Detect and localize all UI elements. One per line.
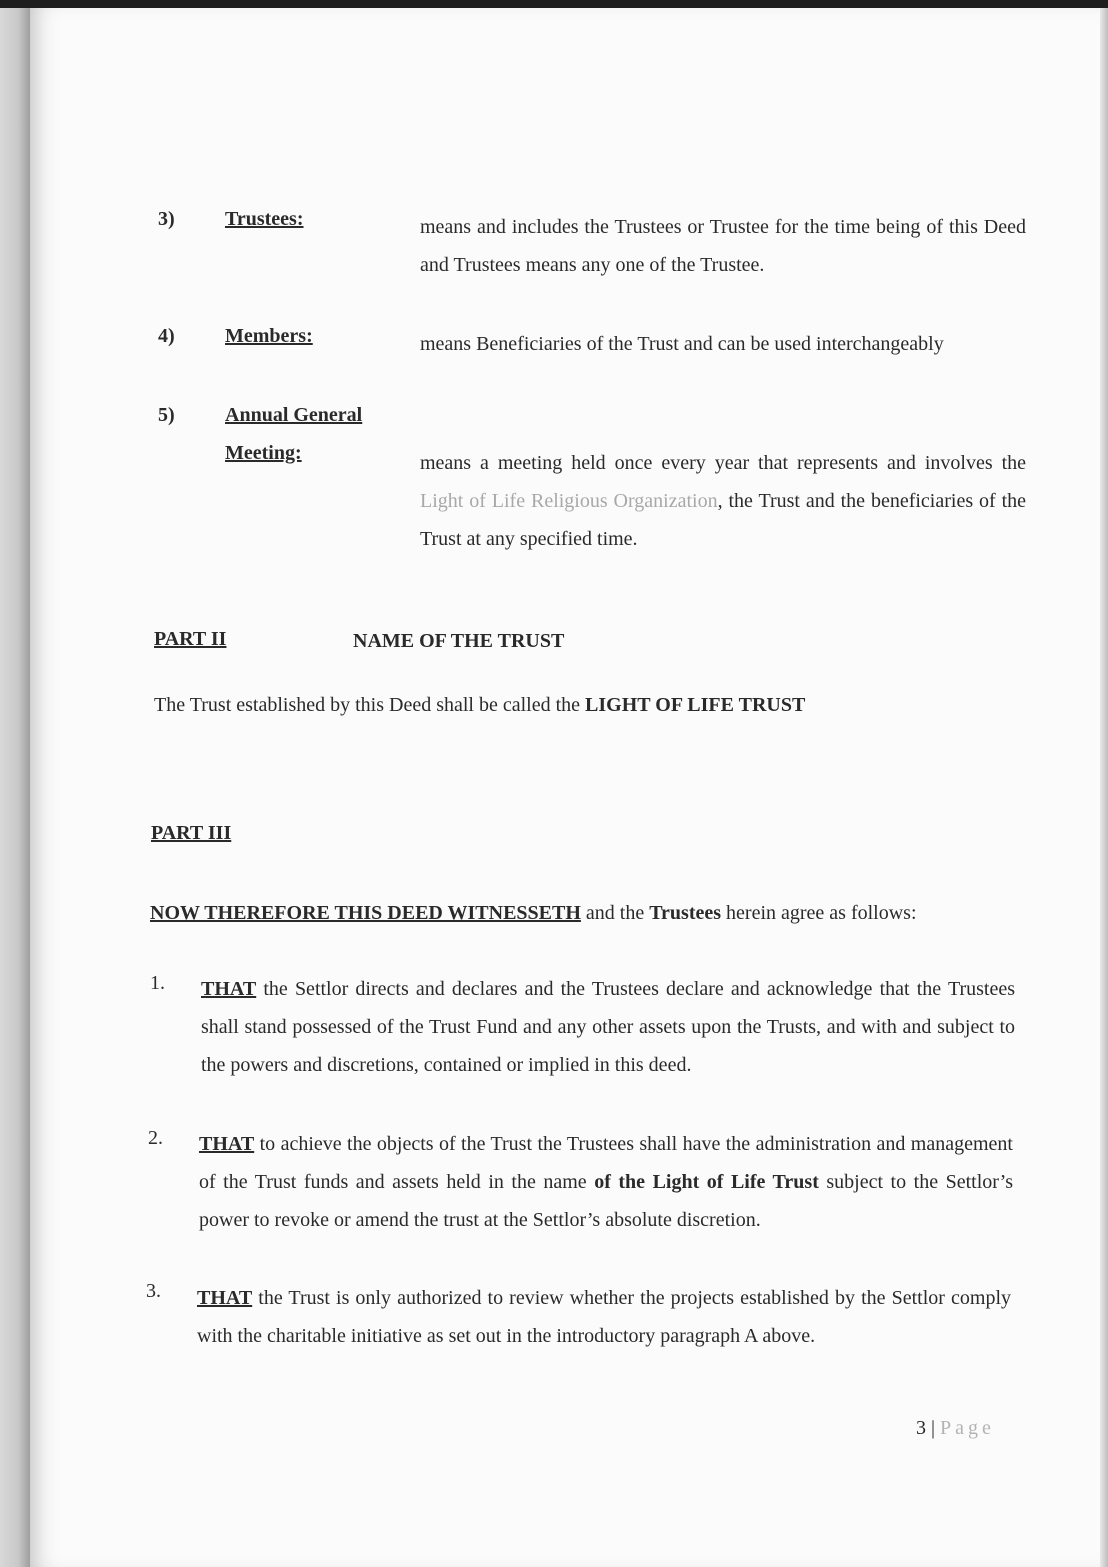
clause-text: to achieve the objects of the Trust the Trustees shall have the administration and management of the Trust funds and assets held in the name xyxy=(199,1133,1013,1193)
clause-2 xyxy=(199,1125,1013,1239)
definition-number: 4) xyxy=(158,325,175,347)
lead-text: and the xyxy=(580,902,650,924)
definition-number: 3) xyxy=(158,208,175,230)
definition-body-text: means a meeting held once every year that represents and involves the xyxy=(420,452,1026,474)
trust-name: LIGHT OF LIFE TRUST xyxy=(585,694,806,716)
clause-trust-name: of the Light of Life Trust xyxy=(594,1171,819,1193)
definition-body: means Beneficiaries of the Trust and can be used interchangeably xyxy=(420,333,944,355)
page-number: 3 xyxy=(916,1417,926,1439)
organization-name: Light of Life Religious Organization xyxy=(420,490,718,512)
scan-right-edge xyxy=(1100,8,1108,1567)
scan-top-edge xyxy=(0,0,1108,8)
lead-text-end: herein agree as follows: xyxy=(721,902,917,924)
scan-binding-edge xyxy=(0,8,30,1567)
definition-term: Trustees: xyxy=(225,208,304,230)
clause-keyword: THAT xyxy=(201,978,257,1000)
page-label: Page xyxy=(940,1417,995,1439)
definition-body: means and includes the Trustees or Trustee for the time being of this Deed and Trustees means any one of the Trustee. xyxy=(420,216,1026,276)
page-separator: | xyxy=(926,1417,941,1439)
definition-body xyxy=(420,444,1026,558)
clause-1 xyxy=(201,970,1015,1084)
clause-number: 3. xyxy=(146,1280,161,1302)
clause-number: 1. xyxy=(150,972,165,994)
definition-body-text: , the Trust and the beneficiaries of the Trust at any specified time. xyxy=(420,490,1026,550)
clause-text: the Settlor directs and declares and the Trustees declare and acknowledge that the Trustees shall stand possessed of the Trust Fund and any other assets upon the Trusts, and with and subject to the powers and discretions, contained or implied in this deed. xyxy=(201,978,1015,1076)
page-footer xyxy=(916,1417,995,1440)
part-iii-label: PART III xyxy=(151,822,232,844)
part-ii-sentence: The Trust established by this Deed shall be called the xyxy=(154,694,586,716)
clause-3 xyxy=(197,1279,1011,1355)
clause-number: 2. xyxy=(148,1127,163,1149)
part-ii-text xyxy=(154,686,805,724)
clause-text-end: subject to the Settlor’s power to revoke or amend the trust at the Settlor’s absolute discretion. xyxy=(199,1171,1014,1231)
clause-keyword: THAT xyxy=(197,1287,253,1309)
definition-term-line1: Annual General xyxy=(225,404,363,426)
definition-term: Members: xyxy=(225,325,313,347)
definition-term-line2: Meeting: xyxy=(225,442,302,464)
part-ii-heading: NAME OF THE TRUST xyxy=(353,630,565,652)
definition-number: 5) xyxy=(158,404,175,426)
clause-text: the Trust is only authorized to review whether the projects established by the Settlor comply with the charitable initiative as set out in the introductory paragraph A above. xyxy=(197,1287,1011,1347)
clause-keyword: THAT xyxy=(199,1133,255,1155)
part-iii-lead xyxy=(150,894,917,932)
part-ii-label: PART II xyxy=(154,628,227,650)
lead-trustees: Trustees xyxy=(649,902,722,924)
witnesseth-heading: NOW THEREFORE THIS DEED WITNESSETH xyxy=(150,902,581,924)
